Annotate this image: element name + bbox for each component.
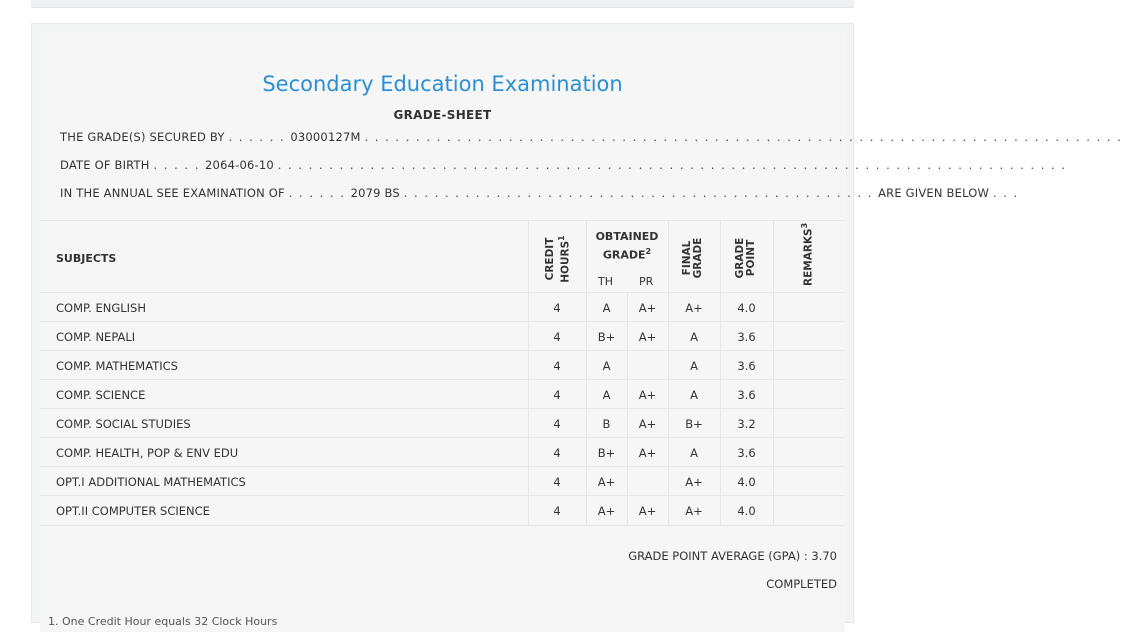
pr-cell: A+ bbox=[638, 388, 657, 402]
final-grade-header: FINAL GRADE bbox=[681, 237, 704, 279]
subject-cell: COMP. HEALTH, POP & ENV EDU bbox=[56, 446, 239, 460]
final-cell: A bbox=[690, 388, 698, 402]
table-row bbox=[40, 321, 845, 351]
final-cell: A+ bbox=[685, 301, 703, 315]
gp-cell: 4.0 bbox=[737, 504, 756, 518]
credit-cell: 4 bbox=[553, 504, 561, 518]
exam-label: IN THE ANNUAL SEE EXAMINATION OF bbox=[60, 186, 285, 200]
subject-cell: COMP. MATHEMATICS bbox=[56, 359, 178, 373]
table-row bbox=[40, 350, 845, 380]
pr-cell: A+ bbox=[638, 417, 657, 431]
gp-cell: 4.0 bbox=[737, 475, 756, 489]
grade-point-header: GRADE POINT bbox=[734, 237, 757, 279]
secured-by-label: THE GRADE(S) SECURED BY bbox=[60, 130, 225, 144]
final-cell: A bbox=[690, 330, 698, 344]
table-row bbox=[40, 437, 845, 467]
credit-cell: 4 bbox=[553, 330, 561, 344]
subject-cell: COMP. ENGLISH bbox=[56, 301, 146, 315]
table-row bbox=[40, 292, 845, 322]
exam-year: 2079 BS bbox=[350, 186, 400, 200]
pr-header: PR bbox=[639, 275, 654, 288]
credit-cell: 4 bbox=[553, 359, 561, 373]
footnote: 1. One Credit Hour equals 32 Clock Hours bbox=[48, 615, 278, 628]
remarks-header: REMARKS$^3$ bbox=[800, 222, 815, 286]
table-header-row bbox=[40, 220, 845, 293]
table-row bbox=[40, 495, 845, 526]
subject-cell: COMP. NEPALI bbox=[56, 330, 136, 344]
final-cell: A+ bbox=[685, 475, 703, 489]
dob-label: DATE OF BIRTH bbox=[60, 158, 150, 172]
obtained-grade-header: OBTAINED GRADE$^2$ bbox=[595, 230, 659, 262]
th-header: TH bbox=[598, 275, 613, 288]
pr-cell: A+ bbox=[638, 504, 657, 518]
top-bar bbox=[31, 0, 854, 8]
th-cell: A bbox=[602, 388, 611, 402]
gpa-summary: GRADE POINT AVERAGE (GPA) : 3.70 bbox=[628, 549, 837, 563]
subject-cell: COMP. SCIENCE bbox=[56, 388, 146, 402]
gp-cell: 3.6 bbox=[737, 388, 756, 402]
subjects-header: SUBJECTS bbox=[56, 252, 117, 265]
final-cell: A bbox=[690, 359, 698, 373]
given-below-label: ARE GIVEN BELOW bbox=[878, 186, 990, 200]
th-cell: A bbox=[602, 301, 611, 315]
subject-cell: OPT.II COMPUTER SCIENCE bbox=[56, 504, 210, 518]
th-cell: B+ bbox=[597, 446, 616, 460]
table-row bbox=[40, 466, 845, 496]
grade-sheet-card bbox=[31, 23, 1122, 628]
exam-title: Secondary Education Examination bbox=[262, 72, 623, 96]
credit-cell: 4 bbox=[553, 301, 561, 315]
gp-cell: 3.2 bbox=[737, 417, 756, 431]
pr-cell: A+ bbox=[638, 330, 657, 344]
final-cell: B+ bbox=[685, 417, 703, 431]
grade-sheet-paper bbox=[40, 32, 1122, 632]
credit-cell: 4 bbox=[553, 475, 561, 489]
gp-cell: 3.6 bbox=[737, 359, 756, 373]
result-status: COMPLETED bbox=[766, 577, 837, 591]
th-cell: A bbox=[602, 359, 611, 373]
exam-line: IN THE ANNUAL SEE EXAMINATION OF . . . . . . 2079 BS . . . . . . . . . . . . . . . . . . . . . . . . . . . . . . . . . . . . . . . . . . . . . . ARE GIVEN BELOW . . . bbox=[60, 186, 1019, 200]
th-cell: B bbox=[602, 417, 611, 431]
th-cell: A+ bbox=[597, 504, 616, 518]
th-cell: A+ bbox=[597, 475, 616, 489]
credit-cell: 4 bbox=[553, 388, 561, 402]
credit-cell: 4 bbox=[553, 446, 561, 460]
subject-cell: OPT.I ADDITIONAL MATHEMATICS bbox=[56, 475, 246, 489]
pr-cell: A+ bbox=[638, 446, 657, 460]
grade-sheet-heading: GRADE-SHEET bbox=[393, 108, 492, 122]
pr-cell: A+ bbox=[638, 301, 657, 315]
table-row bbox=[40, 379, 845, 409]
symbol-number: 03000127M bbox=[290, 130, 361, 144]
th-cell: B+ bbox=[597, 330, 616, 344]
credit-cell: 4 bbox=[553, 417, 561, 431]
dob-value: 2064-06-10 bbox=[205, 158, 274, 172]
gp-cell: 4.0 bbox=[737, 301, 756, 315]
credit-hours-header: CREDIT HOURS$^1$ bbox=[544, 235, 572, 283]
final-cell: A bbox=[690, 446, 698, 460]
gp-cell: 3.6 bbox=[737, 330, 756, 344]
secured-by-line: THE GRADE(S) SECURED BY . . . . . . 03000127M . . . . . . . . . . . . . . . . . . . . . . . . . . . . . . . . . . . . . . . . . . . . . . . . . . . . . . . . . . . . . . . . . . . . . . . . . . bbox=[60, 130, 1122, 144]
gp-cell: 3.6 bbox=[737, 446, 756, 460]
table-row bbox=[40, 408, 845, 438]
final-cell: A+ bbox=[685, 504, 703, 518]
dob-line: DATE OF BIRTH . . . . . 2064-06-10 . . . . . . . . . . . . . . . . . . . . . . . . . . . . . . . . . . . . . . . . . . . . . . . . . . . . . . . . . . . . . . . . . . . . . . . . . . . . . bbox=[60, 158, 1067, 172]
subject-cell: COMP. SOCIAL STUDIES bbox=[56, 417, 191, 431]
